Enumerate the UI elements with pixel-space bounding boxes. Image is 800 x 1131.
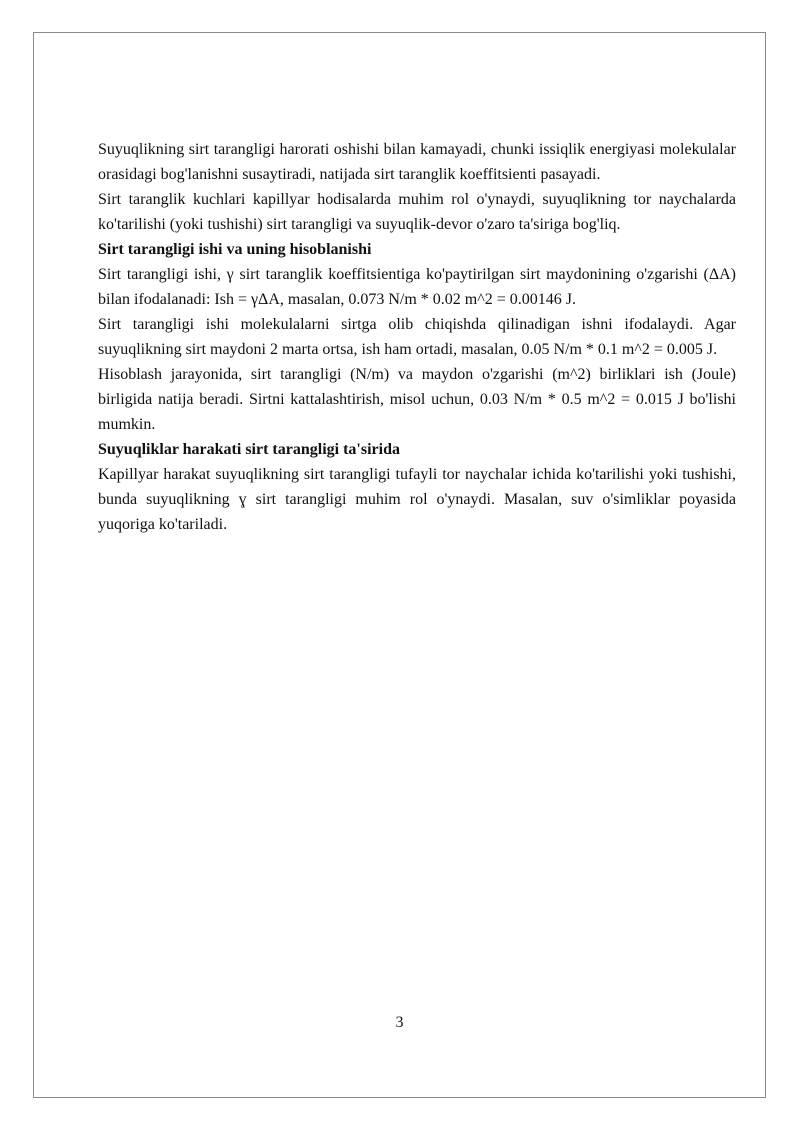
- paragraph-units-calculation: Hisoblash jarayonida, sirt tarangligi (N/m) va maydon o'zgarishi (m^2) birliklari ish (Joule) birligida natija beradi. Sirtni kattalashtirish, misol uchun, 0.03 N/m * 0.5 m^2 = 0.015 J bo'lishi mumkin.: [98, 366, 736, 433]
- section-heading-surface-work: Sirt tarangligi ishi va uning hisoblanishi: [98, 241, 372, 258]
- paragraph-work-formula: Sirt tarangligi ishi, γ sirt taranglik koeffitsientiga ko'paytirilgan sirt maydonining o'zgarishi (ΔA) bilan ifodalanadi: Ish = γΔA, masalan, 0.073 N/m * 0.02 m^2 = 0.00146 J.: [98, 266, 736, 308]
- section-heading-liquid-motion: Suyuqliklar harakati sirt tarangligi ta'sirida: [98, 441, 400, 458]
- paragraph-capillary-role: Sirt taranglik kuchlari kapillyar hodisalarda muhim rol o'ynaydi, suyuqlikning tor naychalarda ko'tarilishi (yoki tushishi) sirt tarangligi va suyuqlik-devor o'zaro ta'siriga bog'liq.: [98, 191, 736, 233]
- paragraph-capillary-motion: Kapillyar harakat suyuqlikning sirt tarangligi tufayli tor naychalar ichida ko'tarilishi yoki tushishi, bunda suyuqlikning ɣ sirt tarangligi muhim rol o'ynaydi. Masalan, suv o'simliklar poyasida yuqoriga ko'tariladi.: [98, 466, 736, 533]
- page-number: 3: [395, 1014, 404, 1031]
- paragraph-work-molecules: Sirt tarangligi ishi molekulalarni sirtga olib chiqishda qilinadigan ishni ifodalaydi. Agar suyuqlikning sirt maydoni 2 marta ortsa, ish ham ortadi, masalan, 0.05 N/m * 0.1 m^2 = 0.005 J.: [98, 316, 736, 358]
- document-page: [33, 32, 766, 1098]
- paragraph-temperature-effect: Suyuqlikning sirt tarangligi harorati oshishi bilan kamayadi, chunki issiqlik energiyasi molekulalar orasidagi bog'lanishni susaytiradi, natijada sirt taranglik koeffitsienti pasayadi.: [98, 141, 736, 183]
- page-content: [98, 137, 736, 537]
